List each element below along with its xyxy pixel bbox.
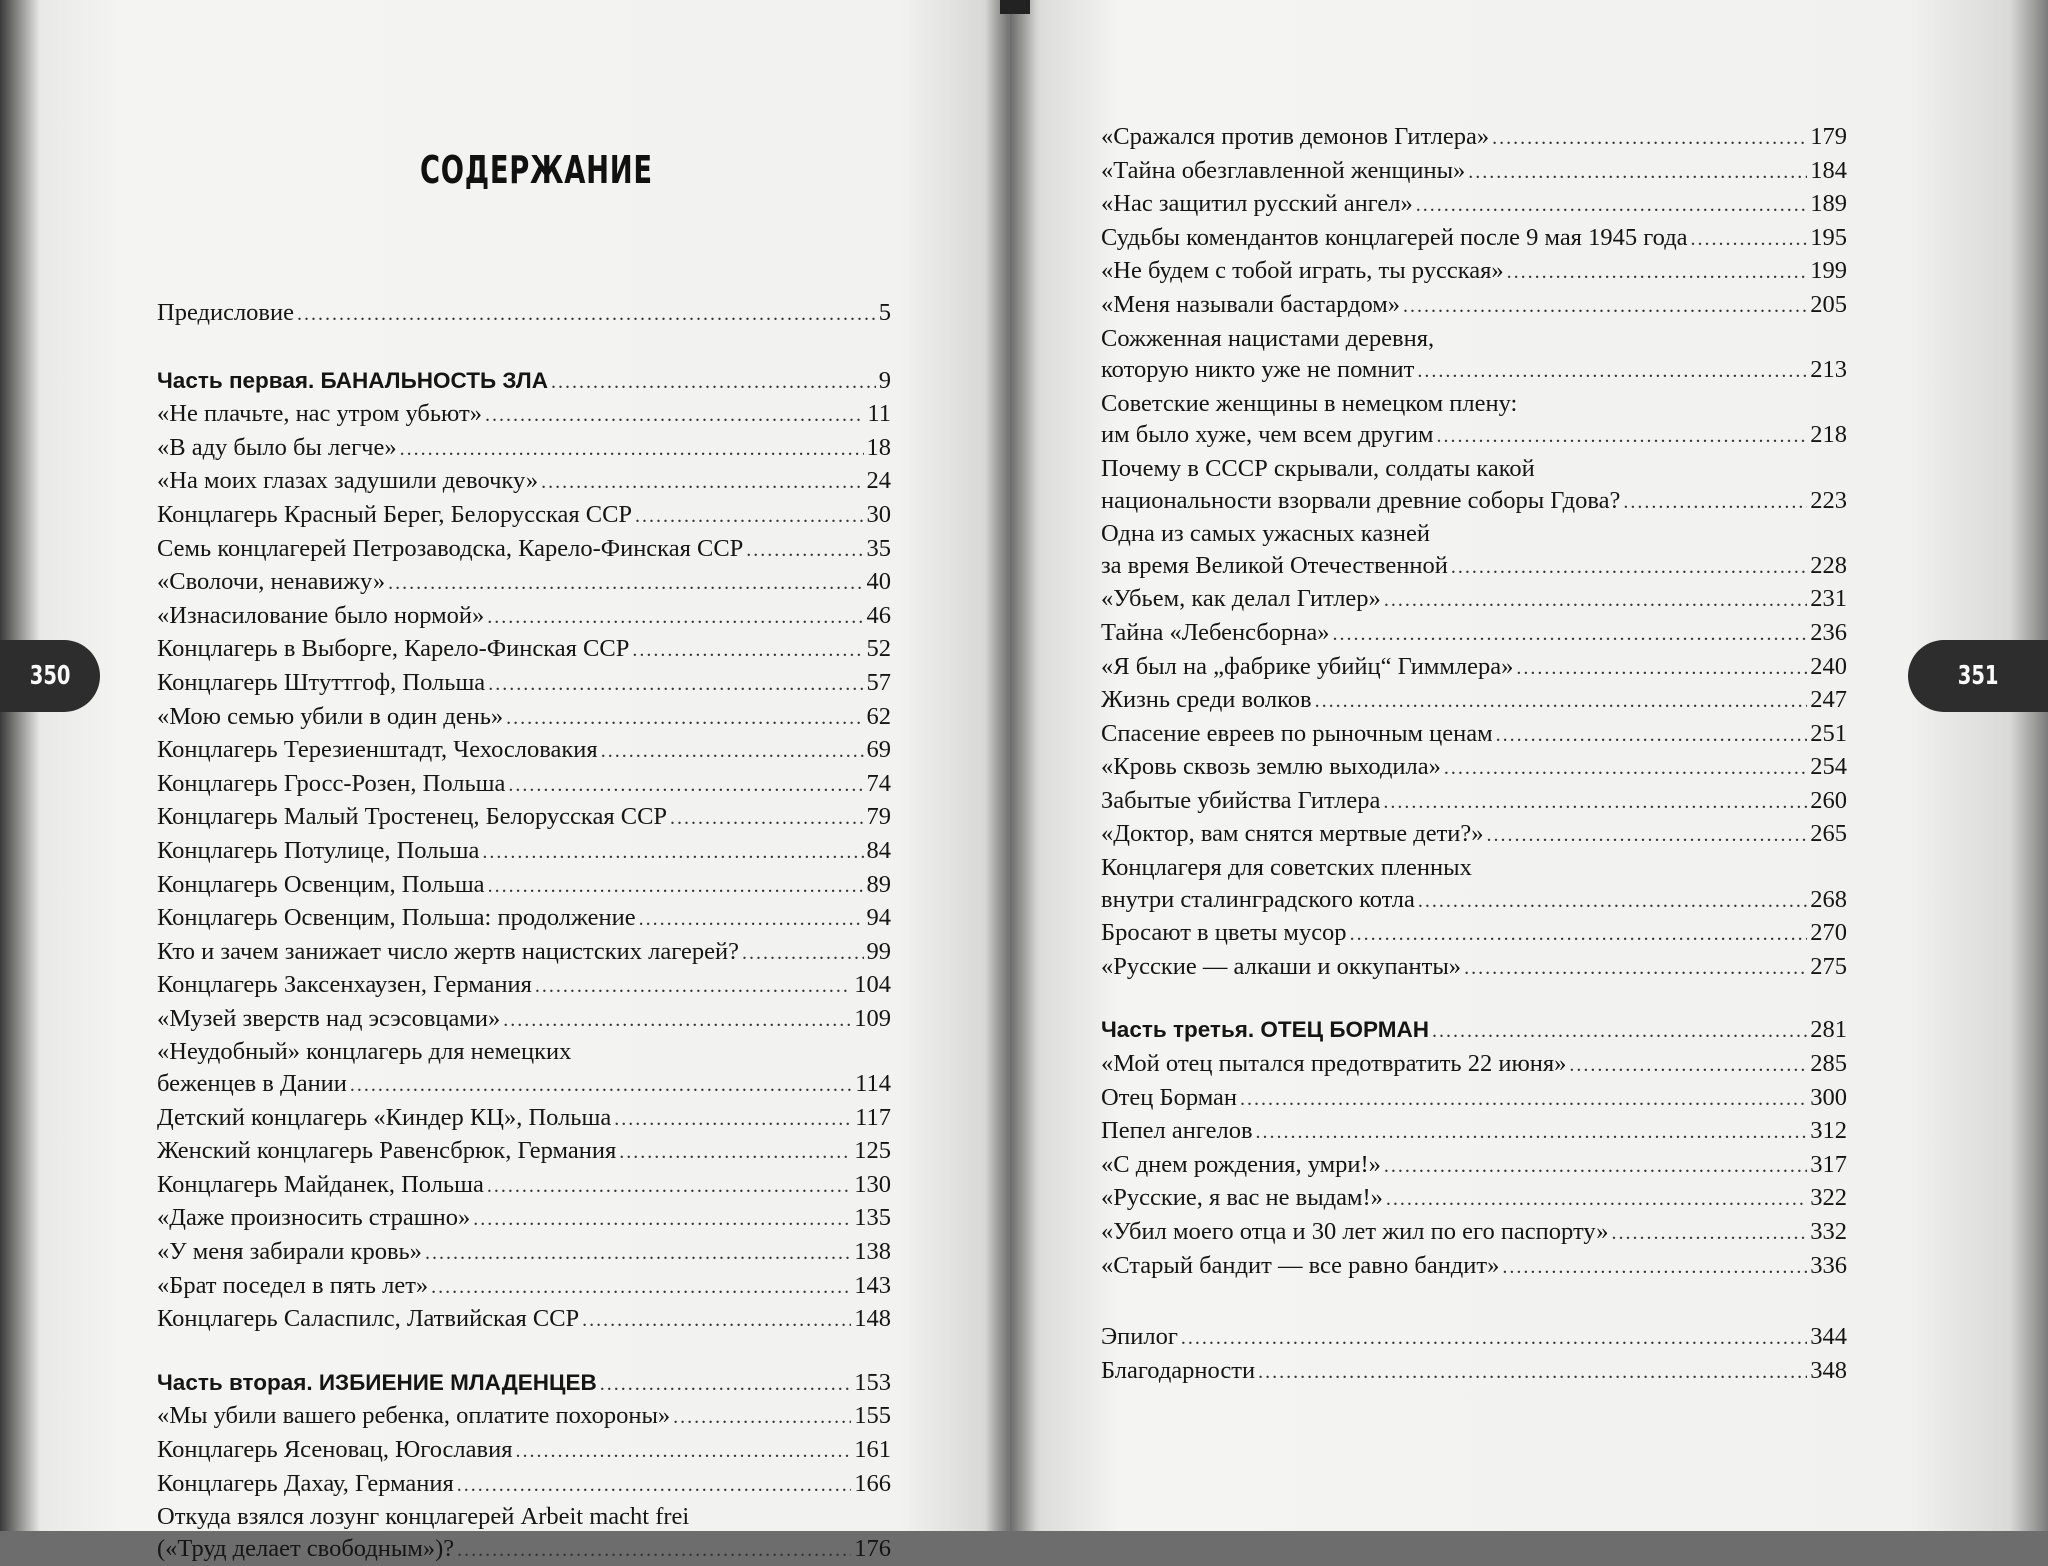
toc-entry-title: «Не плачьте, нас утром убьют» bbox=[157, 400, 482, 428]
toc-page-number: 11 bbox=[867, 400, 891, 428]
toc-entry bbox=[1101, 884, 1847, 918]
toc-entry-title: Почему в СССР скрывали, солдаты какой bbox=[1101, 454, 1535, 482]
toc-page-number: 5 bbox=[878, 299, 891, 326]
toc-entry-title: «Брат поседел в пять лет» bbox=[157, 1271, 429, 1299]
toc-entry-title: национальности взорвали древние соборы Гдова? bbox=[1101, 486, 1621, 514]
dot-leader bbox=[1418, 886, 1807, 918]
toc-entry-title: Концлагерь Майданек, Польша bbox=[157, 1170, 484, 1198]
toc-entry-title: «В аду было бы легче» bbox=[157, 433, 397, 461]
toc-entry bbox=[157, 1003, 891, 1037]
toc-entry-title: Концлагерь Дахау, Германия bbox=[157, 1469, 454, 1497]
dot-leader bbox=[297, 299, 876, 331]
toc-entry bbox=[1101, 1250, 1847, 1284]
toc-entry bbox=[1101, 617, 1847, 651]
toc-page-number: 268 bbox=[1810, 885, 1847, 913]
toc-part-heading bbox=[157, 365, 891, 399]
toc-page-number: 300 bbox=[1810, 1083, 1847, 1111]
toc-entry-title: которую никто уже не помнит bbox=[1101, 356, 1415, 384]
toc-entry-title: «Русские, я вас не выдам!» bbox=[1101, 1184, 1383, 1212]
toc-page-number: 336 bbox=[1810, 1251, 1847, 1279]
toc-entry-title: Тайна «Лебенсборна» bbox=[1101, 618, 1330, 646]
dot-leader bbox=[487, 602, 863, 634]
toc-page-number: 99 bbox=[866, 937, 891, 965]
toc-entry bbox=[157, 801, 891, 835]
toc-page-number: 35 bbox=[866, 534, 891, 562]
toc-page-number: 69 bbox=[866, 736, 891, 764]
dot-leader bbox=[535, 971, 851, 1003]
toc-entry-title: Отец Борман bbox=[1101, 1083, 1238, 1111]
toc-entry-title: Концлагерь Малый Тростенец, Белорусская ССР bbox=[157, 803, 668, 831]
toc-entry-title: «Меня называли бастардом» bbox=[1101, 290, 1401, 318]
dot-leader bbox=[600, 1369, 852, 1401]
toc-page-number: 117 bbox=[855, 1103, 891, 1131]
toc-entry bbox=[157, 1270, 891, 1304]
toc-entry bbox=[157, 633, 891, 667]
dot-leader bbox=[551, 367, 876, 399]
toc-entry bbox=[157, 1068, 891, 1102]
dot-leader bbox=[673, 1402, 851, 1434]
dot-leader bbox=[1468, 157, 1807, 189]
dot-leader bbox=[1436, 421, 1807, 453]
toc-entry bbox=[1101, 583, 1847, 617]
dot-leader bbox=[457, 1535, 851, 1566]
toc-page-number: 184 bbox=[1810, 156, 1847, 184]
left-page-number: 350 bbox=[29, 661, 71, 691]
toc-entry bbox=[1101, 188, 1847, 222]
toc-entry bbox=[157, 869, 891, 903]
dot-leader bbox=[515, 1436, 851, 1468]
toc-entry bbox=[157, 1236, 891, 1270]
toc-entry-title: Благодарности bbox=[1101, 1356, 1256, 1384]
toc-page-number: 251 bbox=[1810, 719, 1847, 747]
dot-leader bbox=[670, 803, 863, 835]
toc-entry bbox=[157, 1169, 891, 1203]
toc-entry-title: Концлагерь Гросс-Розен, Польша bbox=[157, 769, 506, 797]
toc-entry-title: «Русские — алкаши и оккупанты» bbox=[1101, 952, 1462, 980]
toc-page-number: 148 bbox=[854, 1305, 891, 1333]
toc-entry bbox=[157, 969, 891, 1003]
toc-page-number: 312 bbox=[1810, 1117, 1847, 1145]
dot-leader bbox=[1492, 123, 1807, 155]
dot-leader bbox=[473, 1204, 851, 1236]
toc-page-number: 275 bbox=[1810, 952, 1847, 980]
toc-entry bbox=[1101, 917, 1847, 951]
toc-entry bbox=[157, 398, 891, 432]
toc-entry bbox=[1101, 751, 1847, 785]
spine-edge bbox=[1000, 0, 1030, 14]
toc-entry bbox=[157, 432, 891, 466]
toc-column-left bbox=[157, 297, 891, 1566]
toc-entry-title: Концлагерь Штуттгоф, Польша bbox=[157, 668, 486, 696]
toc-entry-title: «У меня забирали кровь» bbox=[157, 1238, 422, 1266]
toc-page-number: 179 bbox=[1810, 123, 1847, 150]
toc-entry-title: Часть третья. ОТЕЦ БОРМАН bbox=[1101, 1017, 1429, 1043]
toc-entry bbox=[157, 600, 891, 634]
toc-page-number: 143 bbox=[854, 1271, 891, 1299]
toc-page-number: 254 bbox=[1810, 753, 1847, 781]
dot-leader bbox=[1444, 753, 1807, 785]
toc-entry bbox=[1101, 818, 1847, 852]
toc-page-number: 114 bbox=[855, 1070, 891, 1098]
dot-leader bbox=[746, 535, 863, 567]
toc-entry-title: Концлагеря для советских пленных bbox=[1101, 854, 1472, 882]
toc-entry bbox=[1101, 1182, 1847, 1216]
toc-entry-title: им было хуже, чем всем другим bbox=[1101, 421, 1434, 449]
dot-leader bbox=[1403, 291, 1807, 323]
toc-entry-title: «Убил моего отца и 30 лет жил по его паспорту» bbox=[1101, 1218, 1609, 1245]
toc-entry-title: «Сволочи, ненавижу» bbox=[157, 568, 386, 596]
toc-entry-title: Забытые убийства Гитлера bbox=[1101, 786, 1381, 814]
toc-entry-title: Часть первая. БАНАЛЬНОСТЬ ЗЛА bbox=[157, 367, 548, 393]
toc-page-number: 135 bbox=[854, 1204, 891, 1232]
toc-entry-title: Концлагерь Саласпилс, Латвийская ССР bbox=[157, 1305, 580, 1333]
toc-entry bbox=[1101, 419, 1847, 453]
dot-leader bbox=[488, 871, 864, 903]
dot-leader bbox=[619, 1137, 851, 1169]
dot-leader bbox=[1451, 552, 1807, 584]
toc-entry bbox=[157, 533, 891, 567]
toc-entry-title: «Сражался против демонов Гитлера» bbox=[1101, 123, 1490, 150]
toc-entry-title: «Мой отец пытался предотвратить 22 июня» bbox=[1101, 1050, 1567, 1078]
toc-entry-title: Концлагерь Освенцим, Польша bbox=[157, 870, 485, 898]
toc-page-number: 231 bbox=[1810, 585, 1847, 613]
dot-leader bbox=[742, 938, 864, 970]
toc-entry bbox=[1101, 354, 1847, 388]
toc-entry-title: Одна из самых ужасных казней bbox=[1101, 520, 1430, 548]
toc-entry-title: Концлагерь Освенцим, Польша: продолжение bbox=[157, 904, 636, 932]
dot-leader bbox=[632, 635, 863, 667]
toc-entry bbox=[157, 566, 891, 600]
toc-page-number: 213 bbox=[1810, 356, 1847, 384]
toc-entry bbox=[157, 768, 891, 802]
toc-page-number: 40 bbox=[866, 568, 891, 596]
toc-entry-title: Семь концлагерей Петрозаводска, Карело-Финская ССР bbox=[157, 534, 744, 562]
toc-page-number: 176 bbox=[854, 1534, 891, 1562]
toc-entry-title: Концлагерь в Выборге, Карело-Финская ССР bbox=[157, 635, 630, 663]
toc-entry-title: Эпилог bbox=[1101, 1323, 1178, 1351]
toc-entry bbox=[1101, 155, 1847, 189]
toc-page-number: 260 bbox=[1810, 786, 1847, 814]
dot-leader bbox=[1611, 1218, 1807, 1250]
toc-page-number: 30 bbox=[866, 500, 891, 528]
dot-leader bbox=[1417, 356, 1807, 388]
toc-entry-title: Бросают в цветы мусор bbox=[1101, 919, 1347, 947]
toc-page-number: 228 bbox=[1810, 551, 1847, 579]
dot-leader bbox=[485, 400, 864, 432]
toc-page-number: 109 bbox=[854, 1004, 891, 1032]
dot-leader bbox=[350, 1070, 852, 1102]
toc-page-number: 218 bbox=[1810, 421, 1847, 449]
toc-entry-title: беженцев в Дании bbox=[157, 1070, 347, 1098]
toc-page-number: 205 bbox=[1810, 290, 1847, 318]
dot-leader bbox=[1464, 953, 1807, 985]
dot-leader bbox=[601, 736, 864, 768]
toc-page-number: 46 bbox=[866, 601, 891, 629]
toc-entry-title: «Я был на „фабрике убийц“ Гиммлера» bbox=[1101, 652, 1514, 680]
dot-leader bbox=[1691, 224, 1808, 256]
toc-page-number: 265 bbox=[1810, 820, 1847, 848]
toc-entry bbox=[157, 499, 891, 533]
book-gutter bbox=[985, 0, 1035, 1531]
dot-leader bbox=[1333, 619, 1808, 651]
toc-page-number: 344 bbox=[1810, 1323, 1847, 1351]
toc-entry bbox=[1101, 1216, 1847, 1250]
toc-entry bbox=[1101, 255, 1847, 289]
dot-leader bbox=[614, 1104, 852, 1136]
toc-entry-title: «Старый бандит — все равно бандит» bbox=[1101, 1251, 1500, 1279]
toc-page-number: 281 bbox=[1810, 1016, 1847, 1044]
toc-entry bbox=[1101, 1048, 1847, 1082]
toc-entry-title: Пепел ангелов bbox=[1101, 1117, 1253, 1145]
toc-entry-title: Концлагерь Красный Берег, Белорусская ССР bbox=[157, 500, 633, 528]
toc-page-number: 153 bbox=[854, 1368, 891, 1396]
toc-entry-title: «Мы убили вашего ребенка, оплатите похороны» bbox=[157, 1402, 671, 1430]
dot-leader bbox=[1350, 919, 1808, 951]
toc-page-number: 104 bbox=[854, 971, 891, 999]
dot-leader bbox=[1487, 820, 1808, 852]
toc-entry-title: Спасение евреев по рыночным ценам bbox=[1101, 719, 1493, 747]
dot-leader bbox=[457, 1470, 851, 1502]
toc-part-heading bbox=[1101, 1014, 1847, 1048]
toc-entry bbox=[157, 297, 891, 331]
toc-page-number: 9 bbox=[878, 366, 891, 394]
toc-page-number: 84 bbox=[866, 836, 891, 864]
toc-entry bbox=[157, 1533, 891, 1566]
toc-page-number: 332 bbox=[1810, 1218, 1847, 1245]
toc-part-heading bbox=[157, 1367, 891, 1401]
toc-page-number: 52 bbox=[866, 635, 891, 663]
toc-page-number: 189 bbox=[1810, 190, 1847, 218]
toc-entry bbox=[1101, 684, 1847, 718]
toc-entry-title: за время Великой Отечественной bbox=[1101, 551, 1448, 579]
toc-entry-title: «На моих глазах задушили девочку» bbox=[157, 467, 539, 495]
toc-page-number: 138 bbox=[854, 1238, 891, 1266]
toc-entry bbox=[157, 835, 891, 869]
page-number-tab-right bbox=[1908, 640, 2048, 712]
toc-entry-title: «Доктор, вам снятся мертвые дети?» bbox=[1101, 820, 1484, 848]
dot-leader bbox=[503, 1005, 851, 1037]
toc-entry bbox=[1101, 785, 1847, 819]
toc-page-number: 94 bbox=[866, 904, 891, 932]
toc-entry bbox=[1101, 550, 1847, 584]
dot-leader bbox=[1386, 1184, 1807, 1216]
dot-leader bbox=[541, 467, 863, 499]
toc-page-number: 195 bbox=[1810, 223, 1847, 251]
dot-leader bbox=[1240, 1084, 1807, 1116]
page-title: СОДЕРЖАНИЕ bbox=[420, 148, 653, 192]
toc-page-number: 74 bbox=[866, 769, 891, 797]
toc-column-right bbox=[1101, 121, 1847, 1388]
toc-entry-title: Жизнь среди волков bbox=[1101, 686, 1312, 714]
toc-entry-title: Концлагерь Ясеновац, Югославия bbox=[157, 1436, 513, 1463]
toc-entry bbox=[1101, 121, 1847, 155]
toc-page-number: 348 bbox=[1810, 1356, 1847, 1384]
toc-page-number: 240 bbox=[1810, 652, 1847, 680]
toc-entry bbox=[157, 734, 891, 768]
dot-leader bbox=[508, 770, 863, 802]
toc-entry-title: «Нас защитил русский ангел» bbox=[1101, 190, 1413, 218]
dot-leader bbox=[1383, 787, 1807, 819]
dot-leader bbox=[582, 1305, 851, 1337]
toc-spacer bbox=[157, 1337, 891, 1367]
toc-page-number: 223 bbox=[1810, 486, 1847, 514]
toc-page-number: 89 bbox=[866, 870, 891, 898]
dot-leader bbox=[431, 1272, 851, 1304]
toc-entry-title: «Не будем с тобой играть, ты русская» bbox=[1101, 257, 1504, 285]
toc-entry bbox=[157, 1434, 891, 1468]
toc-entry bbox=[1101, 1115, 1847, 1149]
toc-page-number: 18 bbox=[866, 433, 891, 461]
toc-entry bbox=[157, 1102, 891, 1136]
toc-page-number: 322 bbox=[1810, 1184, 1847, 1212]
toc-entry bbox=[157, 1135, 891, 1169]
dot-leader bbox=[639, 904, 864, 936]
dot-leader bbox=[488, 669, 863, 701]
toc-entry-title: Кто и зачем занижает число жертв нацистских лагерей? bbox=[157, 937, 739, 965]
toc-entry-title: «Неудобный» концлагерь для немецких bbox=[157, 1038, 572, 1066]
toc-entry bbox=[157, 902, 891, 936]
toc-entry-title: внутри сталинградского котла bbox=[1101, 885, 1415, 913]
toc-page-number: 199 bbox=[1810, 257, 1847, 285]
dot-leader bbox=[487, 1171, 851, 1203]
toc-page-number: 161 bbox=[854, 1436, 891, 1463]
dot-leader bbox=[1623, 487, 1807, 519]
toc-entry-title: «Даже произносить страшно» bbox=[157, 1204, 471, 1232]
toc-page-number: 236 bbox=[1810, 618, 1847, 646]
toc-entry bbox=[1101, 718, 1847, 752]
dot-leader bbox=[1507, 257, 1808, 289]
toc-entry-title: Откуда взялся лозунг концлагерей Arbeit macht frei bbox=[157, 1503, 690, 1531]
dot-leader bbox=[1516, 653, 1807, 685]
toc-entry bbox=[157, 936, 891, 970]
dot-leader bbox=[1502, 1252, 1807, 1284]
toc-entry-title: Детский концлагерь «Киндер КЦ», Польша bbox=[157, 1103, 612, 1131]
toc-entry-title: «С днем рождения, умри!» bbox=[1101, 1150, 1381, 1178]
toc-entry-title: Судьбы комендантов концлагерей после 9 мая 1945 года bbox=[1101, 223, 1688, 251]
toc-entry-title: «Убьем, как делал Гитлер» bbox=[1101, 585, 1381, 613]
dot-leader bbox=[1432, 1016, 1807, 1048]
toc-entry-title: Концлагерь Потулице, Польша bbox=[157, 836, 480, 864]
dot-leader bbox=[1258, 1357, 1807, 1389]
toc-page-number: 166 bbox=[854, 1469, 891, 1497]
toc-page-number: 125 bbox=[854, 1137, 891, 1165]
toc-page-number: 270 bbox=[1810, 919, 1847, 947]
toc-entry-title: Концлагерь Терезиенштадт, Чехословакия bbox=[157, 736, 598, 764]
toc-entry bbox=[1101, 1355, 1847, 1389]
toc-entry-title: Женский концлагерь Равенсбрюк, Германия bbox=[157, 1137, 617, 1165]
toc-entry-title: «Мою семью убили в один день» bbox=[157, 702, 504, 730]
dot-leader bbox=[635, 501, 863, 533]
toc-entry bbox=[1101, 485, 1847, 519]
toc-page-number: 57 bbox=[866, 668, 891, 696]
toc-entry-title: Сожженная нацистами деревня, bbox=[1101, 324, 1435, 352]
toc-entry bbox=[157, 1303, 891, 1337]
toc-entry bbox=[1101, 651, 1847, 685]
toc-page-number: 24 bbox=[866, 467, 891, 495]
toc-entry-title: («Труд делает свободным»)? bbox=[157, 1534, 455, 1562]
toc-entry-title: «Тайна обезглавленной женщины» bbox=[1101, 156, 1466, 184]
toc-entry bbox=[1101, 222, 1847, 256]
toc-entry-title: Часть вторая. ИЗБИЕНИЕ МЛАДЕНЦЕВ bbox=[157, 1369, 597, 1395]
toc-entry bbox=[157, 667, 891, 701]
dot-leader bbox=[1384, 1151, 1807, 1183]
dot-leader bbox=[425, 1238, 851, 1270]
toc-entry-title: «Изнасилование было нормой» bbox=[157, 601, 485, 629]
toc-entry bbox=[157, 701, 891, 735]
toc-entry bbox=[1101, 951, 1847, 985]
dot-leader bbox=[1496, 720, 1808, 752]
toc-spacer bbox=[1101, 984, 1847, 1014]
toc-page-number: 285 bbox=[1810, 1050, 1847, 1078]
toc-page-number: 79 bbox=[866, 803, 891, 831]
dot-leader bbox=[1416, 190, 1807, 222]
toc-entry bbox=[1101, 1082, 1847, 1116]
dot-leader bbox=[1181, 1323, 1807, 1355]
toc-spacer bbox=[157, 335, 891, 365]
dot-leader bbox=[482, 837, 863, 869]
toc-entry-title: «Кровь сквозь землю выходила» bbox=[1101, 753, 1441, 781]
dot-leader bbox=[400, 434, 864, 466]
dot-leader bbox=[1569, 1050, 1807, 1082]
toc-page-number: 247 bbox=[1810, 686, 1847, 714]
toc-page-number: 130 bbox=[854, 1170, 891, 1198]
toc-entry bbox=[1101, 289, 1847, 323]
toc-entry-title: Советские женщины в немецком плену: bbox=[1101, 389, 1518, 417]
dot-leader bbox=[1256, 1117, 1808, 1149]
toc-entry bbox=[1101, 1321, 1847, 1355]
toc-entry bbox=[157, 1400, 891, 1434]
dot-leader bbox=[388, 568, 863, 600]
toc-entry bbox=[157, 1468, 891, 1502]
toc-entry-title: Концлагерь Заксенхаузен, Германия bbox=[157, 971, 532, 999]
toc-entry-title: «Музей зверств над эсэсовцами» bbox=[157, 1004, 501, 1032]
dot-leader bbox=[1315, 686, 1808, 718]
dot-leader bbox=[1384, 585, 1807, 617]
toc-entry-title: Предисловие bbox=[157, 299, 294, 326]
dot-leader bbox=[506, 703, 863, 735]
toc-page-number: 62 bbox=[866, 702, 891, 730]
page-number-tab-left bbox=[0, 640, 100, 712]
toc-entry bbox=[157, 465, 891, 499]
right-page-number: 351 bbox=[1957, 661, 1999, 691]
toc-page-number: 317 bbox=[1810, 1150, 1847, 1178]
toc-page-number: 155 bbox=[854, 1402, 891, 1430]
toc-entry bbox=[157, 1202, 891, 1236]
toc-entry bbox=[1101, 1149, 1847, 1183]
toc-spacer bbox=[1101, 1283, 1847, 1321]
